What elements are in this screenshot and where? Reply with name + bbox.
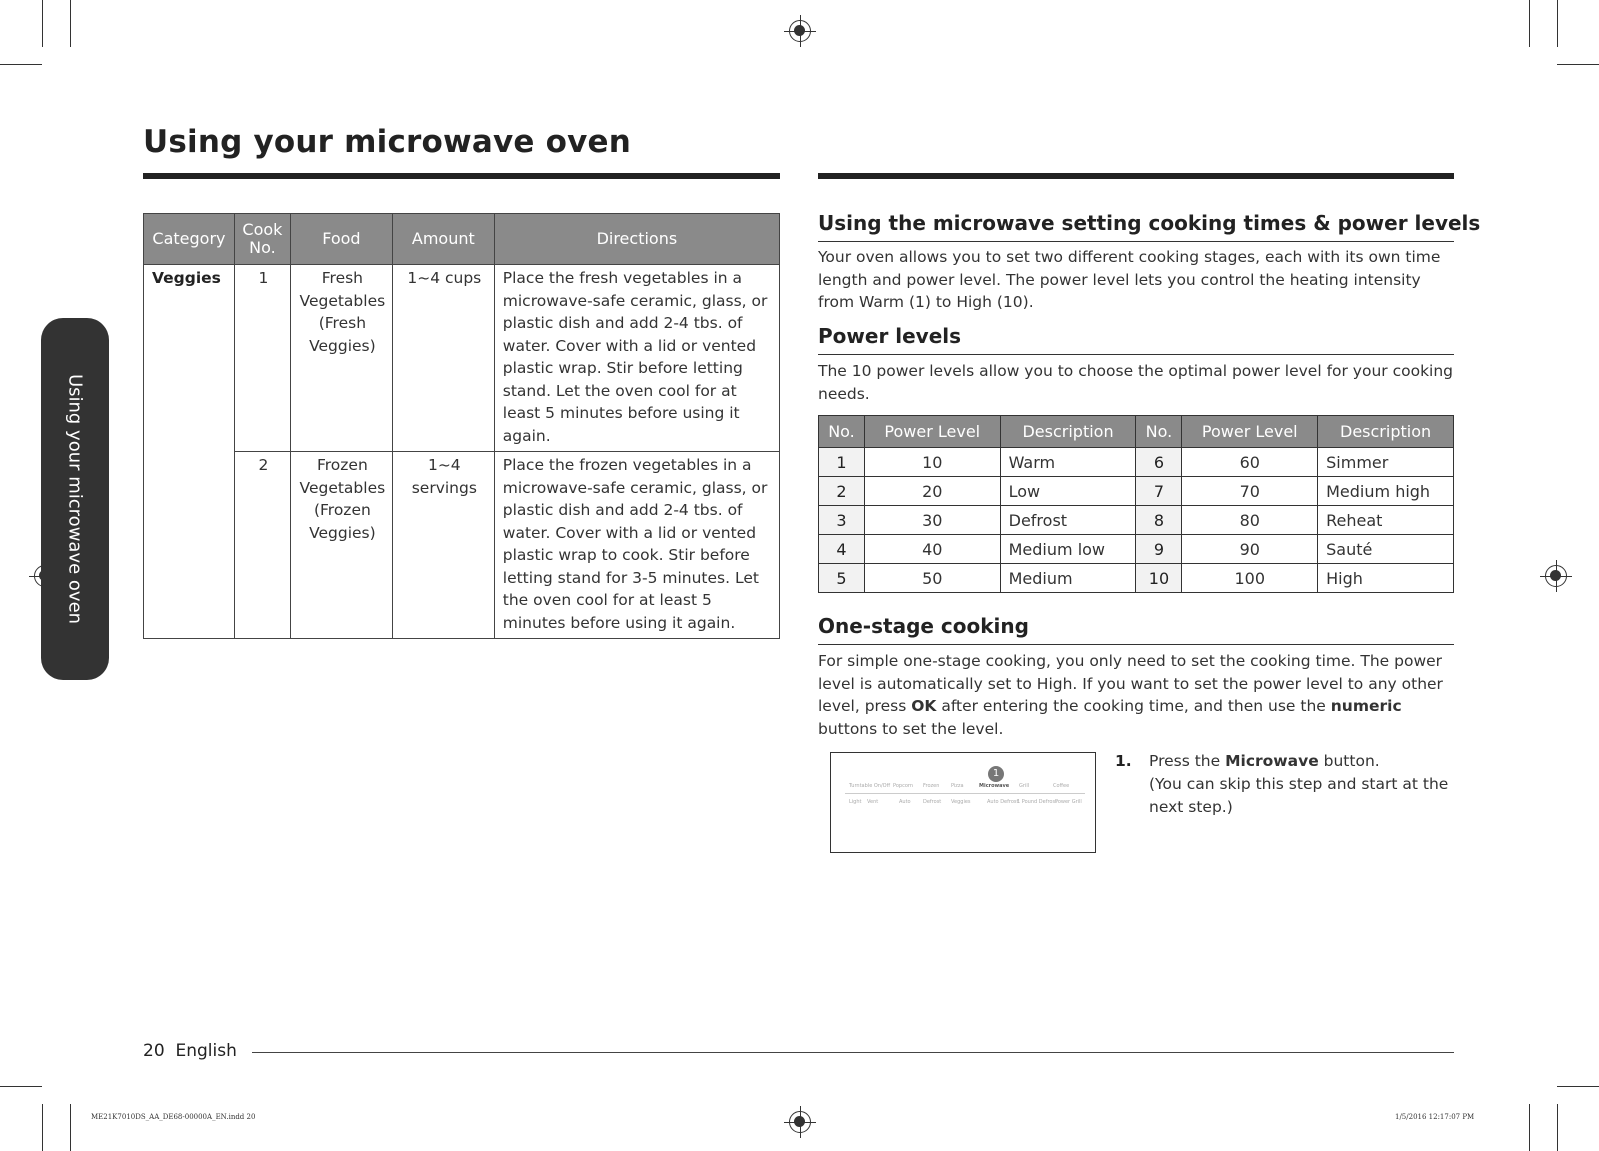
panel-label: 1 Pound Defrost	[1017, 799, 1058, 805]
panel-label: Auto Defrost	[987, 799, 1019, 805]
header-cook-no: Cook No.	[234, 214, 290, 265]
panel-label: Popcorn	[893, 783, 914, 789]
crop-mark	[1557, 64, 1599, 65]
header-description: Description	[1000, 416, 1136, 448]
heading-rule	[818, 644, 1454, 645]
description-cell: Defrost	[1000, 506, 1136, 535]
crop-mark	[1529, 0, 1530, 47]
step-note: (You can skip this step and start at the next step.)	[1149, 775, 1449, 816]
header-no: No.	[1136, 416, 1182, 448]
panel-label: Vent	[867, 799, 879, 805]
title-rule-right	[818, 173, 1454, 179]
registration-mark-icon	[1545, 565, 1567, 587]
description-cell: Low	[1000, 477, 1136, 506]
no-cell: 7	[1136, 477, 1182, 506]
directions-cell: Place the frozen vegetables in a microwave-safe ceramic, glass, or plastic dish and add 2-4 tbs. of water. Cover with a lid or vented plastic wrap to cook. Stir before letting stand for 3-5 minutes. Let the oven cool for at least 5 minutes before using it again.	[494, 452, 779, 639]
table-row	[144, 265, 780, 452]
description-cell: High	[1318, 564, 1454, 593]
amount-cell: 1~4 cups	[392, 265, 494, 452]
crop-mark	[0, 64, 42, 65]
registration-mark-icon	[789, 1111, 811, 1133]
header-category: Category	[144, 214, 235, 265]
no-cell: 1	[819, 448, 865, 477]
header-amount: Amount	[392, 214, 494, 265]
table-row	[144, 452, 780, 639]
crop-mark	[70, 0, 71, 47]
veggies-cooking-table	[143, 213, 780, 639]
crop-mark	[42, 1104, 43, 1151]
crop-mark	[42, 0, 43, 47]
no-cell: 6	[1136, 448, 1182, 477]
directions-cell: Place the fresh vegetables in a microwave-safe ceramic, glass, or plastic dish and add 2-4 tbs. of water. Cover with a lid or vented plastic wrap. Stir before letting stand. Let the oven cool for at least 5 minutes before using it again.	[494, 265, 779, 452]
control-panel-illustration	[830, 752, 1096, 853]
cook-no-cell: 1	[234, 265, 290, 452]
description-cell: Sauté	[1318, 535, 1454, 564]
page-footer: 20 English	[143, 1041, 237, 1061]
heading-rule	[818, 241, 1454, 242]
food-cell: Frozen Vegetables (Frozen Veggies)	[290, 452, 392, 639]
step-number: 1.	[1115, 752, 1132, 770]
crop-mark	[70, 1104, 71, 1151]
header-directions: Directions	[494, 214, 779, 265]
table-row	[819, 448, 1454, 477]
section-heading-power-levels: Power levels	[818, 324, 962, 348]
panel-label: Veggies	[951, 799, 971, 805]
slug-right: 1/5/2016 12:17:07 PM	[1395, 1113, 1475, 1121]
description-cell: Warm	[1000, 448, 1136, 477]
no-cell: 8	[1136, 506, 1182, 535]
title-rule-left	[143, 173, 780, 179]
section-body-cooking-times: Your oven allows you to set two different cooking stages, each with its own time length and power level. The power level lets you control the heating intensity from Warm (1) to High (10).	[818, 248, 1441, 311]
cook-no-cell: 2	[234, 452, 290, 639]
power-level-cell: 20	[864, 477, 1000, 506]
no-cell: 5	[819, 564, 865, 593]
table-row	[819, 564, 1454, 593]
no-cell: 9	[1136, 535, 1182, 564]
panel-label: Pizza	[951, 783, 964, 789]
description-cell: Reheat	[1318, 506, 1454, 535]
crop-mark	[1557, 1104, 1558, 1151]
section-heading-one-stage: One-stage cooking	[818, 614, 1029, 638]
no-cell: 2	[819, 477, 865, 506]
power-level-cell: 80	[1182, 506, 1318, 535]
no-cell: 10	[1136, 564, 1182, 593]
table-row	[819, 477, 1454, 506]
panel-label-microwave: Microwave	[979, 783, 1010, 789]
power-level-cell: 50	[864, 564, 1000, 593]
no-cell: 4	[819, 535, 865, 564]
panel-label: Coffee	[1053, 783, 1070, 789]
step-text: Press the Microwave button.	[1149, 752, 1380, 770]
description-cell: Medium	[1000, 564, 1136, 593]
panel-label: Defrost	[923, 799, 942, 805]
page-title: Using your microwave oven	[143, 124, 632, 160]
footer-rule	[252, 1052, 1454, 1053]
panel-label: Light	[849, 799, 862, 805]
side-chapter-tab	[41, 318, 109, 680]
category-cell: Veggies	[144, 265, 235, 639]
crop-mark	[0, 1086, 42, 1087]
description-cell: Medium low	[1000, 535, 1136, 564]
table-row	[819, 506, 1454, 535]
panel-label: Grill	[1019, 783, 1030, 789]
power-level-cell: 70	[1182, 477, 1318, 506]
callout-number: 1	[988, 766, 1004, 782]
power-level-cell: 90	[1182, 535, 1318, 564]
power-level-cell: 100	[1182, 564, 1318, 593]
power-levels-table	[818, 415, 1454, 593]
amount-cell: 1~4 servings	[392, 452, 494, 639]
no-cell: 3	[819, 506, 865, 535]
panel-label: Turntable On/Off	[849, 783, 891, 789]
power-level-cell: 40	[864, 535, 1000, 564]
food-cell: Fresh Vegetables (Fresh Veggies)	[290, 265, 392, 452]
panel-label: Auto	[899, 799, 911, 805]
header-food: Food	[290, 214, 392, 265]
section-body-power-levels: The 10 power levels allow you to choose the optimal power level for your cooking needs.	[818, 362, 1454, 403]
panel-divider	[845, 793, 1085, 794]
panel-label: Power Grill	[1055, 799, 1082, 805]
description-cell: Medium high	[1318, 477, 1454, 506]
heading-rule	[818, 354, 1454, 355]
registration-mark-icon	[789, 20, 811, 42]
header-power-level: Power Level	[1182, 416, 1318, 448]
description-cell: Simmer	[1318, 448, 1454, 477]
section-body-one-stage: For simple one-stage cooking, you only need to set the cooking time. The power level is automatically set to High. If you want to set the power level to any other level, press OK after entering the cooking time, and then use the numeric buttons to set the level.	[818, 652, 1443, 738]
section-heading-cooking-times: Using the microwave setting cooking times & power levels	[818, 211, 1481, 235]
crop-mark	[1557, 0, 1558, 47]
slug-left: ME21K7010DS_AA_DE68-00000A_EN.indd 20	[91, 1113, 256, 1121]
header-power-level: Power Level	[864, 416, 1000, 448]
panel-label: Frozen	[923, 783, 940, 789]
power-level-cell: 30	[864, 506, 1000, 535]
header-description: Description	[1318, 416, 1454, 448]
side-tab-label: Using your microwave oven	[64, 373, 86, 625]
table-row	[819, 535, 1454, 564]
crop-mark	[1529, 1104, 1530, 1151]
header-no: No.	[819, 416, 865, 448]
power-level-cell: 60	[1182, 448, 1318, 477]
power-level-cell: 10	[864, 448, 1000, 477]
crop-mark	[1557, 1086, 1599, 1087]
